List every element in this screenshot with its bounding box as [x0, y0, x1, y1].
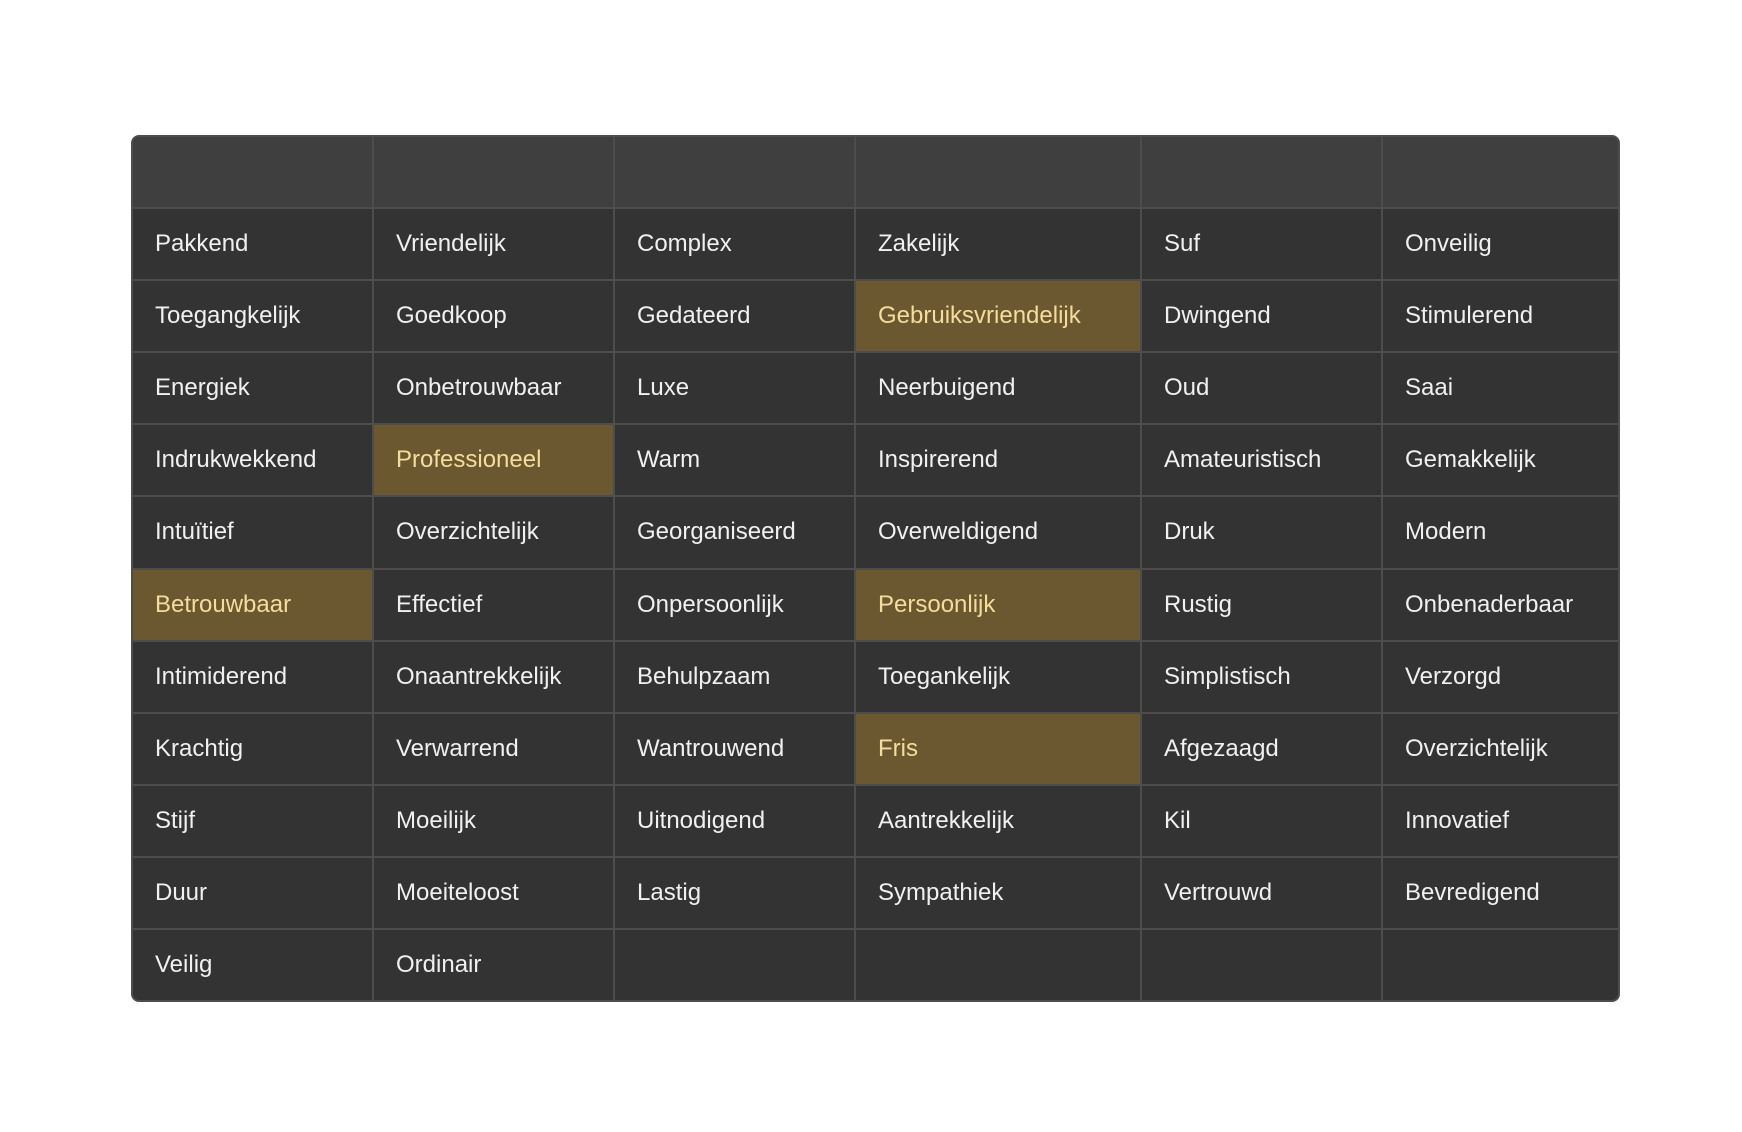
empty-cell — [1383, 930, 1620, 1000]
header-cell — [1383, 137, 1620, 207]
word-cell[interactable]: Sympathiek — [856, 858, 1140, 928]
word-cell[interactable]: Aantrekkelijk — [856, 786, 1140, 856]
word-cell[interactable]: Veilig — [133, 930, 372, 1000]
word-cell[interactable]: Simplistisch — [1142, 642, 1381, 712]
header-cell — [374, 137, 613, 207]
word-cell[interactable]: Luxe — [615, 353, 854, 423]
word-cell[interactable]: Goedkoop — [374, 281, 613, 351]
word-cell[interactable]: Amateuristisch — [1142, 425, 1381, 495]
word-cell-selected[interactable]: Professioneel — [374, 425, 613, 495]
word-cell[interactable]: Gedateerd — [615, 281, 854, 351]
word-cell[interactable]: Bevredigend — [1383, 858, 1620, 928]
header-cell — [133, 137, 372, 207]
word-cell[interactable]: Moeiteloost — [374, 858, 613, 928]
word-cell[interactable]: Dwingend — [1142, 281, 1381, 351]
word-cell[interactable]: Uitnodigend — [615, 786, 854, 856]
word-cell[interactable]: Stijf — [133, 786, 372, 856]
word-cell[interactable]: Wantrouwend — [615, 714, 854, 784]
word-cell-selected[interactable]: Persoonlijk — [856, 570, 1140, 640]
word-cell[interactable]: Onbetrouwbaar — [374, 353, 613, 423]
word-cell[interactable]: Onbenaderbaar — [1383, 570, 1620, 640]
word-cell[interactable]: Duur — [133, 858, 372, 928]
word-cell[interactable]: Rustig — [1142, 570, 1381, 640]
word-cell[interactable]: Overzichtelijk — [374, 497, 613, 567]
word-cell-selected[interactable]: Fris — [856, 714, 1140, 784]
word-cell[interactable]: Overzichtelijk — [1383, 714, 1620, 784]
header-cell — [1142, 137, 1381, 207]
word-cell[interactable]: Modern — [1383, 497, 1620, 567]
word-cell[interactable]: Verwarrend — [374, 714, 613, 784]
word-cell[interactable]: Vriendelijk — [374, 209, 613, 279]
word-cell[interactable]: Innovatief — [1383, 786, 1620, 856]
word-cell[interactable]: Moeilijk — [374, 786, 613, 856]
word-cell[interactable]: Effectief — [374, 570, 613, 640]
word-cell[interactable]: Onpersoonlijk — [615, 570, 854, 640]
word-cell[interactable]: Neerbuigend — [856, 353, 1140, 423]
word-cell[interactable]: Inspirerend — [856, 425, 1140, 495]
word-cell[interactable]: Georganiseerd — [615, 497, 854, 567]
word-cell[interactable]: Vertrouwd — [1142, 858, 1381, 928]
word-cell[interactable]: Toegankelijk — [856, 642, 1140, 712]
word-cell-selected[interactable]: Betrouwbaar — [133, 570, 372, 640]
word-cell[interactable]: Gemakkelijk — [1383, 425, 1620, 495]
word-cell[interactable]: Toegangkelijk — [133, 281, 372, 351]
word-cell[interactable]: Intuïtief — [133, 497, 372, 567]
word-cell[interactable]: Energiek — [133, 353, 372, 423]
word-cell-selected[interactable]: Gebruiksvriendelijk — [856, 281, 1140, 351]
word-cell[interactable]: Afgezaagd — [1142, 714, 1381, 784]
word-cell[interactable]: Intimiderend — [133, 642, 372, 712]
empty-cell — [1142, 930, 1381, 1000]
word-cell[interactable]: Onveilig — [1383, 209, 1620, 279]
empty-cell — [615, 930, 854, 1000]
word-cell[interactable]: Druk — [1142, 497, 1381, 567]
word-cell[interactable]: Complex — [615, 209, 854, 279]
word-cell[interactable]: Indrukwekkend — [133, 425, 372, 495]
word-cell[interactable]: Behulpzaam — [615, 642, 854, 712]
word-cell[interactable]: Warm — [615, 425, 854, 495]
word-cell[interactable]: Oud — [1142, 353, 1381, 423]
word-cell[interactable]: Pakkend — [133, 209, 372, 279]
word-cell[interactable]: Onaantrekkelijk — [374, 642, 613, 712]
empty-cell — [856, 930, 1140, 1000]
word-cell[interactable]: Overweldigend — [856, 497, 1140, 567]
word-cell[interactable]: Lastig — [615, 858, 854, 928]
word-cell[interactable]: Ordinair — [374, 930, 613, 1000]
word-cell[interactable]: Zakelijk — [856, 209, 1140, 279]
word-selection-grid — [131, 135, 1620, 1002]
word-cell[interactable]: Suf — [1142, 209, 1381, 279]
header-cell — [856, 137, 1140, 207]
header-cell — [615, 137, 854, 207]
word-cell[interactable]: Kil — [1142, 786, 1381, 856]
word-cell[interactable]: Saai — [1383, 353, 1620, 423]
word-cell[interactable]: Verzorgd — [1383, 642, 1620, 712]
word-cell[interactable]: Krachtig — [133, 714, 372, 784]
word-cell[interactable]: Stimulerend — [1383, 281, 1620, 351]
